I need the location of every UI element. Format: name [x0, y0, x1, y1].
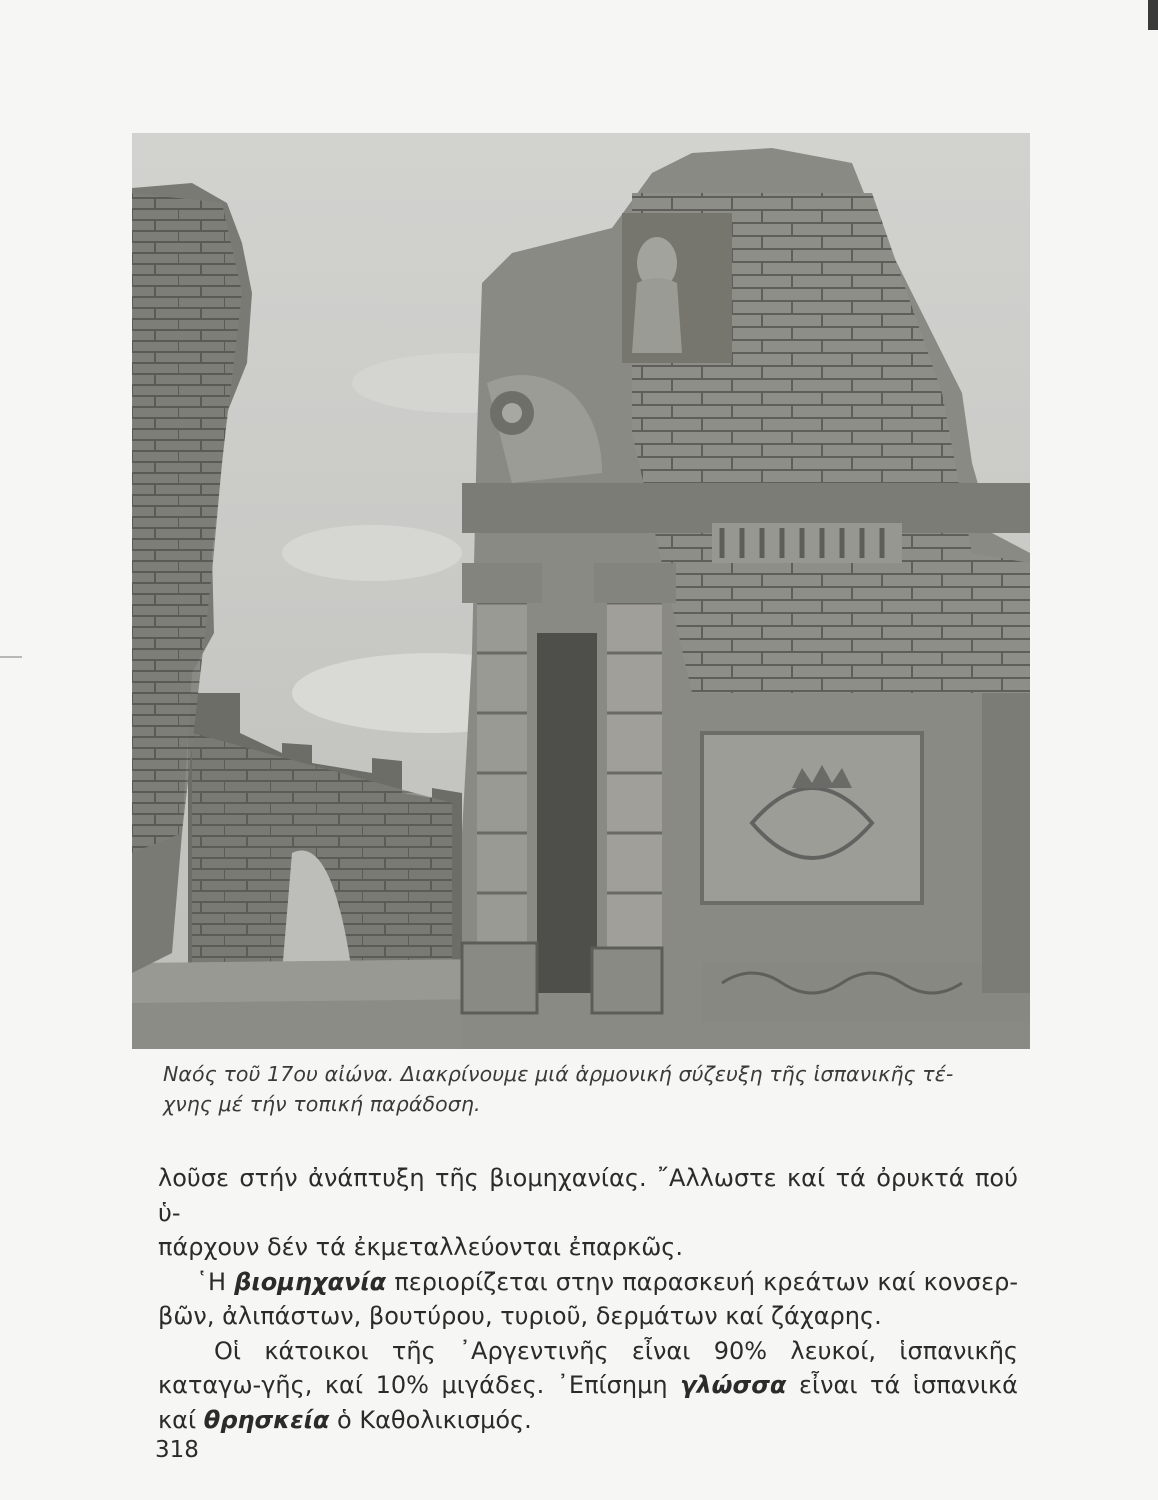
paragraph-1-line-1: λοῦσε στήν ἀνάπτυξη τῆς βιομηχανίας. ῎Αλλωστε καί τά ὀρυκτά πού ὑ-	[158, 1164, 1018, 1227]
paragraph-2	[158, 1265, 1018, 1334]
paragraph-2-rest: περιορίζεται στην παρασκευή κρεάτων καί κονσερ-βῶν, ἀλιπάστων, βουτύρου, τυριοῦ, δερμάτων καί ζάχαρης.	[158, 1267, 1018, 1330]
page-number: 318	[155, 1437, 199, 1463]
paragraph-1-line-2: πάρχουν δέν τά ἐκμεταλλεύονται ἐπαρκῶς.	[158, 1233, 683, 1261]
caption-line-2: χνης μέ τήν τοπική παράδοση.	[163, 1092, 481, 1116]
paragraph-3-start: Οἱ κάτοικοι τῆς ᾿Αργεντινῆς εἶναι 90% λευκοί, ἱσπανικῆς καταγω-γῆς, καί 10% μιγάδες. ᾿Επίσημη	[158, 1336, 1018, 1399]
church-ruins-photo	[132, 133, 1030, 1049]
caption-line-1: Ναός τοῦ 17ου αἰώνα. Διακρίνουμε μιά ἁρμονική σύζευξη τῆς ἱσπανικῆς τέ-	[163, 1062, 954, 1086]
photo-caption	[163, 1059, 1013, 1119]
paragraph-3	[158, 1334, 1018, 1438]
margin-mark	[0, 656, 22, 658]
keyword-religion: θρησκεία	[203, 1405, 330, 1434]
keyword-industry: βιομηχανία	[234, 1267, 387, 1296]
keyword-language: γλώσσα	[680, 1371, 787, 1399]
body-text	[158, 1161, 1018, 1437]
paragraph-1	[158, 1161, 1018, 1265]
paragraph-3-end: ὁ Καθολικισμός.	[329, 1405, 532, 1434]
page-edge-mark	[1148, 0, 1158, 30]
paragraph-3-middle: εἶναι τά ἱσπανικά καί	[158, 1371, 1018, 1434]
paragraph-2-start: ῾Η	[196, 1267, 235, 1296]
